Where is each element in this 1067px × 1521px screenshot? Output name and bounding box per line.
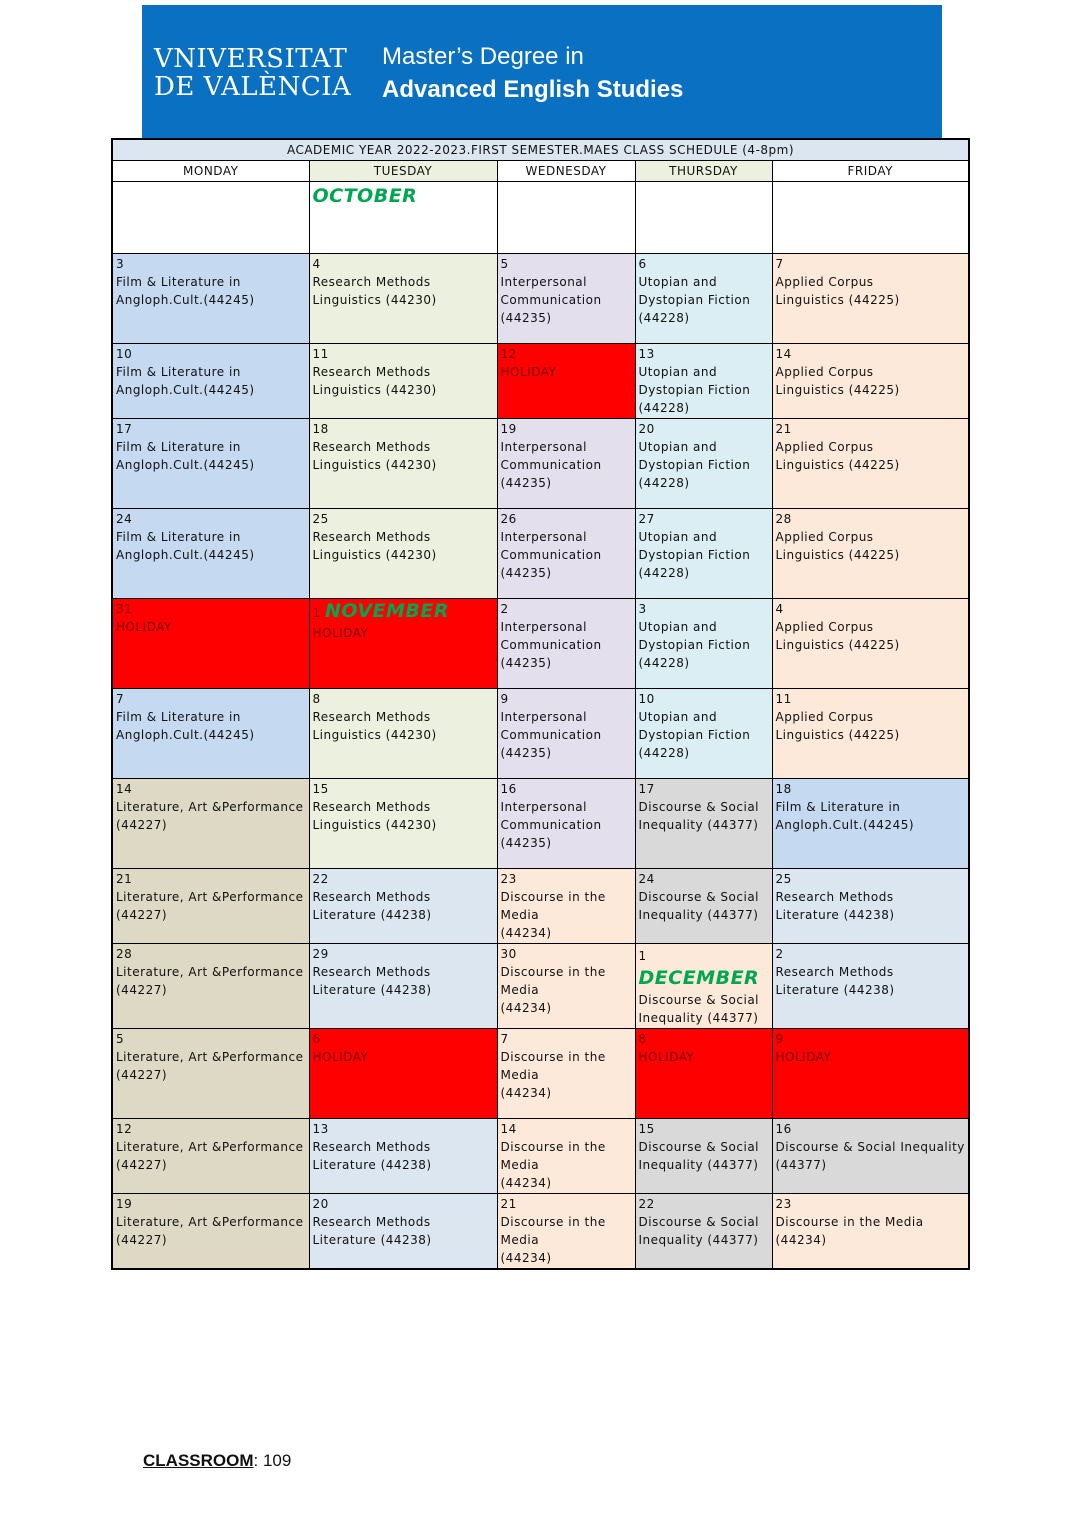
- day-number: 19: [500, 422, 517, 436]
- day-line: [501, 870, 632, 888]
- course-name: Applied Corpus Linguistics (44225): [775, 440, 900, 472]
- day-number: 21: [116, 872, 133, 886]
- course-name: Film & Literature in Angloph.Cult.(44245): [116, 530, 255, 562]
- day-number: 20: [312, 1197, 329, 1211]
- course-name: Research Methods Literature (44238): [312, 890, 432, 922]
- day-line: [501, 255, 632, 273]
- day-number: 21: [775, 422, 792, 436]
- day-number: 23: [775, 1197, 792, 1211]
- day-number: 11: [775, 692, 792, 706]
- day-number: 25: [312, 512, 329, 526]
- course-name: Interpersonal Communication (44235): [500, 275, 602, 325]
- week-row: [112, 509, 969, 599]
- course-name: Research Methods Linguistics (44230): [312, 530, 437, 562]
- calendar-cell: [635, 419, 772, 509]
- day-line: [116, 345, 306, 363]
- day-line: [639, 1195, 769, 1213]
- calendar-cell: [112, 254, 309, 344]
- course-name: Interpersonal Communication (44235): [500, 620, 602, 670]
- day-line: [116, 1120, 306, 1138]
- day-number: 22: [638, 1197, 655, 1211]
- logo-line-2: DE VALÈNCIA: [154, 72, 352, 102]
- day-number: 1: [638, 949, 647, 963]
- day-line: [116, 690, 306, 708]
- course-name: Discourse & Social Inequality (44377): [775, 1140, 965, 1172]
- course-name: Research Methods Literature (44238): [775, 890, 895, 922]
- day-number: 18: [312, 422, 329, 436]
- day-number: 14: [500, 1122, 517, 1136]
- calendar-cell: [112, 779, 309, 869]
- course-name: Utopian and Dystopian Fiction (44228): [638, 620, 751, 670]
- calendar-cell: [772, 1194, 969, 1270]
- course-name: Film & Literature in Angloph.Cult.(44245): [116, 710, 255, 742]
- day-number: 3: [638, 602, 647, 616]
- day-line: [313, 870, 494, 888]
- day-line: [639, 420, 769, 438]
- course-name: Literature, Art &Performance (44227): [116, 965, 304, 997]
- calendar-cell: [772, 1119, 969, 1194]
- day-number: 3: [116, 257, 125, 271]
- logo-line-1: VNIVERSITAT: [154, 44, 348, 74]
- course-name: Film & Literature in Angloph.Cult.(44245): [116, 275, 255, 307]
- day-number: 15: [312, 782, 329, 796]
- day-number: 17: [638, 782, 655, 796]
- day-line: [639, 1030, 769, 1048]
- calendar-cell: [635, 254, 772, 344]
- course-name: Research Methods Literature (44238): [312, 965, 432, 997]
- day-number: 24: [638, 872, 655, 886]
- calendar-cell: [112, 944, 309, 1029]
- day-number: 9: [500, 692, 509, 706]
- day-line: [116, 780, 306, 798]
- day-line: [639, 510, 769, 528]
- course-name: Research Methods Linguistics (44230): [312, 710, 437, 742]
- calendar-cell: [772, 689, 969, 779]
- day-line: [313, 255, 494, 273]
- holiday-label: HOLIDAY: [638, 1050, 695, 1064]
- calendar-cell: [772, 869, 969, 944]
- calendar-cell: [309, 254, 497, 344]
- course-name: Utopian and Dystopian Fiction (44228): [638, 710, 751, 760]
- calendar-cell: [635, 944, 772, 1029]
- calendar-cell: [309, 509, 497, 599]
- course-name: Research Methods Linguistics (44230): [312, 275, 437, 307]
- header-banner: [142, 5, 942, 138]
- course-name: Applied Corpus Linguistics (44225): [775, 710, 900, 742]
- week-row-empty: [112, 182, 969, 254]
- day-line: [313, 780, 494, 798]
- course-name: Applied Corpus Linguistics (44225): [775, 275, 900, 307]
- course-name: Discourse in the Media (44234): [500, 1050, 606, 1100]
- classroom-note: [143, 1451, 291, 1471]
- day-number: 7: [500, 1032, 509, 1046]
- day-line: [501, 1120, 632, 1138]
- class-schedule-table: [111, 138, 970, 1270]
- calendar-cell-empty: [772, 182, 969, 254]
- day-number: 12: [500, 347, 517, 361]
- calendar-cell: [497, 1029, 635, 1119]
- day-number: 21: [500, 1197, 517, 1211]
- day-line: [116, 255, 306, 273]
- day-number: 8: [312, 692, 321, 706]
- course-name: Literature, Art &Performance (44227): [116, 1050, 304, 1082]
- course-name: Discourse & Social Inequality (44377): [638, 890, 760, 922]
- day-line: [776, 1120, 966, 1138]
- day-line: [639, 600, 769, 618]
- day-number: 17: [116, 422, 133, 436]
- course-name: Interpersonal Communication (44235): [500, 710, 602, 760]
- week-row: [112, 254, 969, 344]
- holiday-label: HOLIDAY: [116, 620, 172, 634]
- holiday-label: HOLIDAY: [500, 365, 557, 379]
- course-name: Discourse in the Media (44234): [500, 1140, 606, 1190]
- calendar-cell: [772, 944, 969, 1029]
- course-name: Interpersonal Communication (44235): [500, 800, 602, 850]
- day-line: [313, 945, 494, 963]
- course-name: Literature, Art &Performance (44227): [116, 890, 304, 922]
- course-name: Research Methods Linguistics (44230): [312, 800, 437, 832]
- course-name: Research Methods Linguistics (44230): [312, 365, 437, 397]
- day-number: 7: [116, 692, 125, 706]
- day-number: 16: [775, 1122, 792, 1136]
- day-line: [116, 600, 306, 618]
- weekday-thursday: THURSDAY: [635, 161, 772, 182]
- day-line: [116, 945, 306, 963]
- calendar-cell-october-label: [309, 182, 497, 254]
- calendar-cell: [635, 869, 772, 944]
- day-number: 6: [312, 1032, 321, 1046]
- week-row: [112, 344, 969, 419]
- day-number: 26: [500, 512, 517, 526]
- weekday-header-row: [112, 161, 969, 182]
- calendar-cell: [635, 599, 772, 689]
- day-number: 16: [500, 782, 517, 796]
- calendar-cell-empty: [497, 182, 635, 254]
- day-line: [501, 690, 632, 708]
- course-name: Applied Corpus Linguistics (44225): [775, 620, 900, 652]
- day-number: 6: [638, 257, 647, 271]
- calendar-cell: [635, 1194, 772, 1270]
- day-line: [639, 780, 769, 798]
- calendar-cell: [772, 509, 969, 599]
- day-line: [313, 345, 494, 363]
- day-number: 9: [775, 1032, 784, 1046]
- day-number: 12: [116, 1122, 133, 1136]
- course-name: Film & Literature in Angloph.Cult.(44245): [775, 800, 915, 832]
- program-line-2: Advanced English Studies: [382, 76, 684, 103]
- day-line: [313, 510, 494, 528]
- day-line: [776, 600, 966, 618]
- calendar-cell: [497, 509, 635, 599]
- calendar-cell: [309, 944, 497, 1029]
- day-line: [639, 255, 769, 273]
- day-line: [501, 780, 632, 798]
- day-line: [501, 510, 632, 528]
- day-line: [313, 1030, 494, 1048]
- calendar-cell-holiday: [635, 1029, 772, 1119]
- schedule-title-row: [112, 139, 969, 161]
- day-line: [776, 510, 966, 528]
- day-line: [776, 870, 966, 888]
- calendar-cell-holiday: [772, 1029, 969, 1119]
- week-row: [112, 599, 969, 689]
- day-line: [639, 945, 769, 991]
- day-number: 14: [116, 782, 133, 796]
- day-line: [501, 1195, 632, 1213]
- calendar-cell: [772, 254, 969, 344]
- week-row: [112, 1119, 969, 1194]
- program-line-1: Master’s Degree in: [382, 43, 584, 70]
- course-name: Research Methods Literature (44238): [775, 965, 895, 997]
- weekday-tuesday: TUESDAY: [309, 161, 497, 182]
- calendar-cell: [497, 254, 635, 344]
- calendar-cell: [309, 869, 497, 944]
- weekday-friday: FRIDAY: [772, 161, 969, 182]
- calendar-cell: [112, 1194, 309, 1270]
- day-line: [776, 420, 966, 438]
- month-label-october: OCTOBER: [312, 185, 418, 207]
- calendar-cell: [772, 599, 969, 689]
- day-line: [313, 600, 494, 624]
- calendar-cell: [309, 689, 497, 779]
- classroom-value: : 109: [253, 1451, 292, 1470]
- day-number: 28: [116, 947, 133, 961]
- course-name: Interpersonal Communication (44235): [500, 530, 602, 580]
- calendar-cell: [497, 779, 635, 869]
- calendar-cell: [112, 509, 309, 599]
- day-number: 13: [638, 347, 655, 361]
- course-name: Discourse & Social Inequality (44377): [638, 1140, 760, 1172]
- day-line: [116, 1030, 306, 1048]
- course-name: Research Methods Linguistics (44230): [312, 440, 437, 472]
- day-number: 2: [775, 947, 784, 961]
- day-number: 29: [312, 947, 329, 961]
- weekday-monday: MONDAY: [112, 161, 309, 182]
- day-number: 5: [116, 1032, 125, 1046]
- course-name: Research Methods Literature (44238): [312, 1140, 432, 1172]
- course-name: Discourse & Social Inequality (44377): [638, 800, 760, 832]
- month-label-december: DECEMBER: [638, 967, 760, 989]
- week-row: [112, 1029, 969, 1119]
- course-name: Discourse in the Media (44234): [500, 965, 606, 1015]
- day-line: [776, 945, 966, 963]
- day-line: [776, 1030, 966, 1048]
- day-number: 11: [312, 347, 329, 361]
- day-line: [776, 255, 966, 273]
- course-name: Utopian and Dystopian Fiction (44228): [638, 530, 751, 580]
- course-name: Literature, Art &Performance (44227): [116, 1140, 304, 1172]
- day-line: [776, 345, 966, 363]
- day-line: [776, 1195, 966, 1213]
- calendar-cell-holiday: [309, 1029, 497, 1119]
- week-row: [112, 944, 969, 1029]
- course-name: Applied Corpus Linguistics (44225): [775, 365, 900, 397]
- calendar-cell: [309, 1119, 497, 1194]
- calendar-cell: [309, 1194, 497, 1270]
- course-name: Interpersonal Communication (44235): [500, 440, 602, 490]
- day-line: [313, 690, 494, 708]
- calendar-cell-holiday: [112, 599, 309, 689]
- calendar-cell: [772, 419, 969, 509]
- day-number: 15: [638, 1122, 655, 1136]
- calendar-cell: [112, 1119, 309, 1194]
- classroom-label: CLASSROOM: [143, 1451, 254, 1470]
- holiday-label: HOLIDAY: [312, 1050, 369, 1064]
- day-line: [313, 1120, 494, 1138]
- day-line: [639, 870, 769, 888]
- week-row: [112, 779, 969, 869]
- day-number: 1: [312, 606, 321, 620]
- holiday-label: HOLIDAY: [775, 1050, 832, 1064]
- holiday-label: HOLIDAY: [312, 626, 369, 640]
- calendar-cell: [112, 344, 309, 419]
- course-name: Discourse in the Media (44234): [500, 1215, 606, 1265]
- weekday-wednesday: WEDNESDAY: [497, 161, 635, 182]
- day-number: 30: [500, 947, 517, 961]
- calendar-cell: [497, 419, 635, 509]
- day-number: 5: [500, 257, 509, 271]
- calendar-cell: [635, 509, 772, 599]
- day-number: 20: [638, 422, 655, 436]
- calendar-cell: [309, 419, 497, 509]
- day-line: [116, 510, 306, 528]
- calendar-cell: [497, 944, 635, 1029]
- week-row: [112, 419, 969, 509]
- week-row: [112, 1194, 969, 1270]
- day-number: 24: [116, 512, 133, 526]
- day-line: [116, 420, 306, 438]
- course-name: Utopian and Dystopian Fiction (44228): [638, 440, 751, 490]
- day-line: [639, 1120, 769, 1138]
- calendar-cell: [112, 869, 309, 944]
- calendar-cell: [772, 779, 969, 869]
- day-number: 19: [116, 1197, 133, 1211]
- day-line: [639, 690, 769, 708]
- schedule-title: ACADEMIC YEAR 2022-2023.FIRST SEMESTER.MAES CLASS SCHEDULE (4-8pm): [112, 139, 969, 161]
- course-name: Utopian and Dystopian Fiction (44228): [638, 365, 751, 415]
- program-title: [382, 40, 683, 106]
- day-number: 31: [116, 602, 133, 616]
- course-name: Discourse & Social Inequality (44377): [638, 993, 760, 1025]
- day-number: 25: [775, 872, 792, 886]
- day-number: 8: [638, 1032, 647, 1046]
- calendar-cell: [497, 599, 635, 689]
- calendar-cell-empty: [112, 182, 309, 254]
- calendar-cell-empty: [635, 182, 772, 254]
- calendar-cell: [497, 1119, 635, 1194]
- course-name: Applied Corpus Linguistics (44225): [775, 530, 900, 562]
- calendar-cell: [112, 689, 309, 779]
- day-number: 28: [775, 512, 792, 526]
- course-name: Research Methods Literature (44238): [312, 1215, 432, 1247]
- course-name: Film & Literature in Angloph.Cult.(44245): [116, 365, 255, 397]
- day-line: [313, 420, 494, 438]
- calendar-cell-holiday: [497, 344, 635, 419]
- calendar-cell: [309, 779, 497, 869]
- day-number: 27: [638, 512, 655, 526]
- day-number: 2: [500, 602, 509, 616]
- calendar-cell: [497, 869, 635, 944]
- week-row: [112, 689, 969, 779]
- day-line: [639, 345, 769, 363]
- course-name: Discourse in the Media (44234): [775, 1215, 924, 1247]
- calendar-cell: [635, 689, 772, 779]
- day-number: 4: [312, 257, 321, 271]
- day-line: [776, 690, 966, 708]
- course-name: Literature, Art &Performance (44227): [116, 800, 304, 832]
- day-line: [501, 345, 632, 363]
- university-logo: [154, 45, 364, 101]
- day-number: 13: [312, 1122, 329, 1136]
- course-name: Utopian and Dystopian Fiction (44228): [638, 275, 751, 325]
- day-number: 14: [775, 347, 792, 361]
- calendar-cell-holiday: [309, 599, 497, 689]
- day-line: [776, 780, 966, 798]
- day-line: [116, 1195, 306, 1213]
- day-number: 7: [775, 257, 784, 271]
- day-number: 10: [116, 347, 133, 361]
- day-number: 23: [500, 872, 517, 886]
- day-line: [501, 1030, 632, 1048]
- calendar-cell: [497, 689, 635, 779]
- calendar-cell: [112, 1029, 309, 1119]
- course-name: Literature, Art &Performance (44227): [116, 1215, 304, 1247]
- calendar-cell: [772, 344, 969, 419]
- week-row: [112, 869, 969, 944]
- calendar-cell: [635, 779, 772, 869]
- day-line: [501, 600, 632, 618]
- day-line: [116, 870, 306, 888]
- calendar-cell: [309, 344, 497, 419]
- day-number: 4: [775, 602, 784, 616]
- day-line: [313, 1195, 494, 1213]
- day-number: 10: [638, 692, 655, 706]
- calendar-cell: [497, 1194, 635, 1270]
- day-number: 22: [312, 872, 329, 886]
- calendar-cell: [635, 1119, 772, 1194]
- day-line: [501, 420, 632, 438]
- calendar-cell: [635, 344, 772, 419]
- day-line: [501, 945, 632, 963]
- course-name: Discourse & Social Inequality (44377): [638, 1215, 760, 1247]
- course-name: Film & Literature in Angloph.Cult.(44245): [116, 440, 255, 472]
- course-name: Discourse in the Media (44234): [500, 890, 606, 940]
- calendar-cell: [112, 419, 309, 509]
- month-label-november: NOVEMBER: [324, 600, 450, 622]
- day-number: 18: [775, 782, 792, 796]
